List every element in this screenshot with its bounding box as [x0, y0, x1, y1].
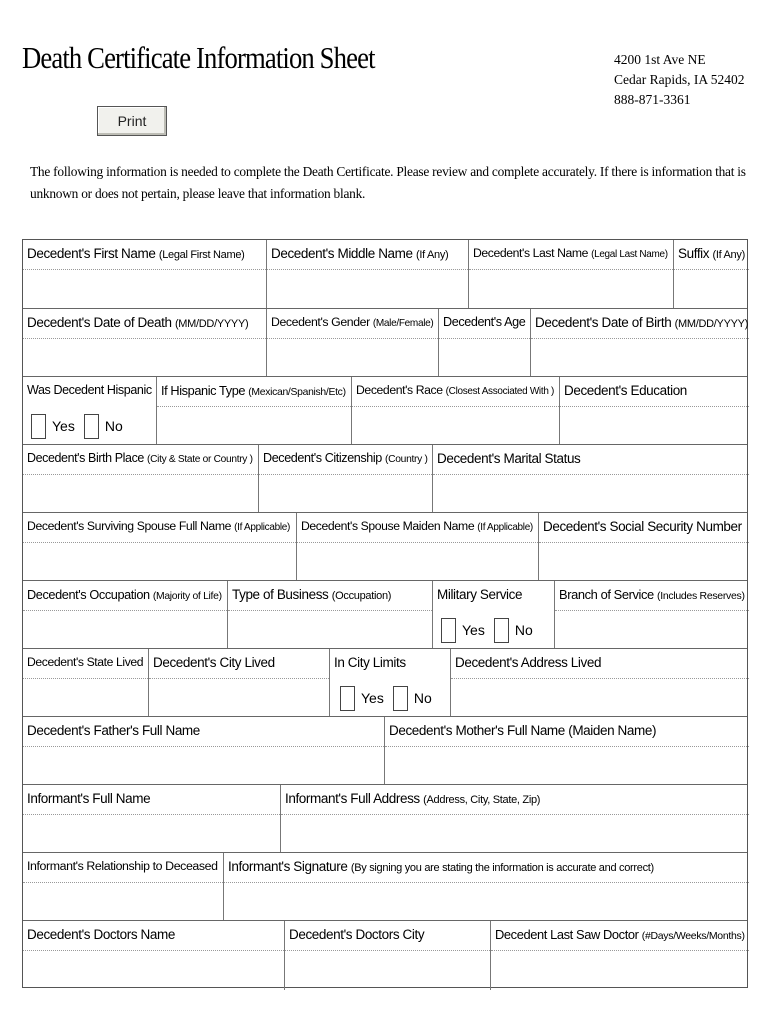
- marital-status-cell: [433, 445, 749, 513]
- informant-relationship-label: [23, 853, 223, 882]
- form-row: [23, 240, 747, 308]
- informant-full-address-label: [281, 785, 749, 814]
- last-saw-doctor-label: [491, 921, 749, 950]
- suffix-cell: [674, 240, 749, 308]
- first-name-label: [23, 240, 266, 269]
- informant-signature-cell: [224, 853, 749, 921]
- informant-full-name-input[interactable]: [23, 814, 280, 853]
- city-lived-label: [149, 649, 329, 678]
- hispanic-type-cell: [157, 377, 352, 445]
- mother-full-name-label-text: Decedent's Mother's Full Name (Maiden Name): [389, 723, 657, 738]
- first-name-label-text: Decedent's First Name: [27, 246, 156, 261]
- spouse-full-name-label: [23, 513, 296, 542]
- middle-name-input[interactable]: [267, 269, 468, 308]
- spouse-full-name-label-note: (If Applicable): [234, 522, 291, 533]
- type-of-business-cell: [228, 581, 433, 649]
- in-city-limits-no-label: No: [413, 690, 432, 706]
- birth-place-cell: [23, 445, 259, 513]
- mother-full-name-label: [385, 717, 749, 746]
- military-service-label: [433, 581, 554, 610]
- birth-place-label-note: (City & State or Country ): [147, 454, 253, 465]
- informant-full-name-cell: [23, 785, 281, 853]
- military-service-yes-no: [441, 617, 542, 643]
- state-lived-cell: [23, 649, 149, 717]
- hispanic-type-label-text: If Hispanic Type: [161, 383, 246, 398]
- citizenship-label-note: (Country ): [385, 454, 428, 465]
- date-of-death-cell: [23, 309, 267, 377]
- occupation-label-note: (Majority of Life): [152, 591, 222, 602]
- type-of-business-label-note: (Occupation): [331, 590, 392, 602]
- father-full-name-label: [23, 717, 384, 746]
- education-label: [560, 377, 749, 406]
- date-of-birth-input[interactable]: [531, 338, 749, 377]
- marital-status-label-text: Decedent's Marital Status: [437, 451, 581, 466]
- suffix-label-note: (If Any): [712, 249, 745, 261]
- hispanic-type-input[interactable]: [157, 406, 351, 445]
- hispanic-yes-checkbox[interactable]: [31, 414, 46, 439]
- gender-label: [267, 309, 438, 338]
- father-full-name-label-text: Decedent's Father's Full Name: [27, 723, 200, 738]
- spouse-full-name-cell: [23, 513, 297, 581]
- spouse-full-name-label-text: Decedent's Surviving Spouse Full Name: [27, 519, 232, 533]
- hispanic-yes-no: [31, 413, 132, 439]
- age-label-text: Decedent's Age: [443, 315, 526, 329]
- social-security-number-label-text: Decedent's Social Security Number: [543, 519, 742, 534]
- last-name-label-note: (Legal Last Name): [591, 249, 668, 260]
- military-service-yes-checkbox[interactable]: [441, 618, 456, 643]
- spouse-maiden-name-cell: [297, 513, 539, 581]
- type-of-business-input[interactable]: [228, 610, 432, 649]
- age-input[interactable]: [439, 338, 530, 377]
- gender-cell: [267, 309, 439, 377]
- informant-relationship-label-text: Informant's Relationship to Deceased: [27, 859, 218, 873]
- doctors-name-label: [23, 921, 284, 950]
- state-lived-input[interactable]: [23, 678, 148, 717]
- informant-signature-input[interactable]: [224, 882, 749, 921]
- branch-of-service-input[interactable]: [555, 610, 749, 649]
- form-row: [23, 920, 747, 989]
- date-of-death-label-text: Decedent's Date of Death: [27, 315, 172, 330]
- citizenship-label-text: Decedent's Citizenship: [263, 451, 382, 465]
- address-lived-label-text: Decedent's Address Lived: [455, 655, 602, 670]
- middle-name-label: [267, 240, 468, 269]
- race-label-note: (Closest Associated With ): [445, 386, 555, 397]
- race-label-text: Decedent's Race: [356, 383, 443, 397]
- form-row: [23, 444, 747, 512]
- citizenship-cell: [259, 445, 433, 513]
- informant-full-address-cell: [281, 785, 749, 853]
- military-service-label-text: Military Service: [437, 587, 523, 602]
- date-of-death-label-note: (MM/DD/YYYY): [174, 318, 249, 330]
- informant-signature-label-note: (By signing you are stating the information is accurate and correct): [350, 862, 654, 874]
- suffix-label-text: Suffix: [678, 246, 710, 261]
- hispanic-yes-label: Yes: [52, 418, 75, 434]
- in-city-limits-cell: [330, 649, 451, 717]
- race-label: [352, 377, 559, 406]
- date-of-birth-cell: [531, 309, 749, 377]
- date-of-death-input[interactable]: [23, 338, 266, 377]
- branch-of-service-label-text: Branch of Service: [559, 587, 654, 602]
- last-name-label-text: Decedent's Last Name: [473, 246, 589, 260]
- address-lived-input[interactable]: [451, 678, 749, 717]
- race-input[interactable]: [352, 406, 559, 445]
- form-row: [23, 580, 747, 648]
- age-cell: [439, 309, 531, 377]
- citizenship-input[interactable]: [259, 474, 432, 513]
- mother-full-name-input[interactable]: [385, 746, 749, 785]
- birth-place-label: [23, 445, 258, 474]
- first-name-cell: [23, 240, 267, 308]
- spouse-maiden-name-label-note: (If Applicable): [477, 522, 533, 533]
- last-saw-doctor-input[interactable]: [491, 950, 749, 990]
- birth-place-input[interactable]: [23, 474, 258, 513]
- doctors-name-input[interactable]: [23, 950, 284, 990]
- city-lived-cell: [149, 649, 330, 717]
- middle-name-label-text: Decedent's Middle Name: [271, 246, 413, 261]
- address-line-phone: 888-871-3361: [614, 92, 691, 107]
- father-full-name-input[interactable]: [23, 746, 384, 785]
- form-row: [23, 308, 747, 376]
- form-row: [23, 716, 747, 784]
- doctors-city-cell: [285, 921, 491, 990]
- last-saw-doctor-label-note: (#Days/Weeks/Months): [641, 930, 745, 942]
- hispanic-type-label-note: (Mexican/Spanish/Etc): [248, 387, 346, 398]
- social-security-number-cell: [539, 513, 749, 581]
- informant-full-address-label-text: Informant's Full Address: [285, 791, 420, 806]
- information-form: [22, 239, 748, 988]
- informant-full-address-input[interactable]: [281, 814, 749, 853]
- military-service-cell: [433, 581, 555, 649]
- gender-label-text: Decedent's Gender: [271, 315, 370, 329]
- city-lived-input[interactable]: [149, 678, 329, 717]
- page-title: Death Certificate Information Sheet: [22, 40, 375, 75]
- date-of-birth-label-text: Decedent's Date of Birth: [535, 315, 672, 330]
- birth-place-label-text: Decedent's Birth Place: [27, 451, 144, 465]
- funeral-home-address: [614, 50, 745, 110]
- social-security-number-input[interactable]: [539, 542, 749, 581]
- occupation-cell: [23, 581, 228, 649]
- hispanic-cell: [23, 377, 157, 445]
- informant-relationship-input[interactable]: [23, 882, 223, 921]
- date-of-birth-label-note: (MM/DD/YYYY): [674, 318, 749, 330]
- spouse-maiden-name-input[interactable]: [297, 542, 538, 581]
- education-label-text: Decedent's Education: [564, 383, 687, 398]
- address-lived-cell: [451, 649, 749, 717]
- form-row: [23, 648, 747, 716]
- first-name-input[interactable]: [23, 269, 266, 308]
- spouse-maiden-name-label-text: Decedent's Spouse Maiden Name: [301, 519, 475, 533]
- type-of-business-label: [228, 581, 432, 610]
- spouse-full-name-input[interactable]: [23, 542, 296, 581]
- last-name-cell: [469, 240, 674, 308]
- age-label: [439, 309, 530, 338]
- mother-full-name-cell: [385, 717, 749, 785]
- last-saw-doctor-cell: [491, 921, 749, 990]
- informant-full-name-label-text: Informant's Full Name: [27, 791, 151, 806]
- informant-relationship-cell: [23, 853, 224, 921]
- doctors-name-label-text: Decedent's Doctors Name: [27, 927, 175, 942]
- address-lived-label: [451, 649, 749, 678]
- state-lived-label-text: Decedent's State Lived: [27, 655, 144, 669]
- form-row: [23, 852, 747, 920]
- form-row: [23, 512, 747, 580]
- in-city-limits-no-checkbox[interactable]: [393, 686, 408, 711]
- doctors-city-input[interactable]: [285, 950, 490, 990]
- occupation-label-text: Decedent's Occupation: [27, 587, 150, 602]
- last-name-label: [469, 240, 673, 269]
- middle-name-label-note: (If Any): [415, 249, 449, 261]
- hispanic-type-label: [157, 377, 351, 406]
- occupation-label: [23, 581, 227, 610]
- in-city-limits-yes-no: [340, 685, 441, 711]
- suffix-label: [674, 240, 749, 269]
- branch-of-service-label: [555, 581, 749, 610]
- doctors-name-cell: [23, 921, 285, 990]
- form-row: [23, 784, 747, 852]
- education-cell: [560, 377, 749, 445]
- military-service-no-checkbox[interactable]: [494, 618, 509, 643]
- citizenship-label: [259, 445, 432, 474]
- spouse-maiden-name-label: [297, 513, 538, 542]
- hispanic-no-checkbox[interactable]: [84, 414, 99, 439]
- education-input[interactable]: [560, 406, 749, 445]
- middle-name-cell: [267, 240, 469, 308]
- doctors-city-label: [285, 921, 490, 950]
- informant-full-address-label-note: (Address, City, State, Zip): [423, 794, 541, 806]
- in-city-limits-yes-checkbox[interactable]: [340, 686, 355, 711]
- instructions-text: The following information is needed to complete the Death Certificate. Please review and complete accurately. If there is information that is unknown or does not pertain, please leave that information blank.: [30, 164, 746, 201]
- gender-input[interactable]: [267, 338, 438, 377]
- social-security-number-label: [539, 513, 749, 542]
- gender-label-note: (Male/Female): [372, 318, 434, 329]
- in-city-limits-label-text: In City Limits: [334, 655, 406, 670]
- informant-full-name-label: [23, 785, 280, 814]
- doctors-city-label-text: Decedent's Doctors City: [289, 927, 425, 942]
- hispanic-label: [23, 377, 156, 406]
- marital-status-input[interactable]: [433, 474, 749, 513]
- address-line-city: Cedar Rapids, IA 52402: [614, 72, 745, 87]
- print-button[interactable]: Print: [97, 106, 167, 136]
- type-of-business-label-text: Type of Business: [232, 587, 329, 602]
- military-service-yes-label: Yes: [462, 622, 485, 638]
- last-name-input[interactable]: [469, 269, 673, 308]
- race-cell: [352, 377, 560, 445]
- city-lived-label-text: Decedent's City Lived: [153, 655, 275, 670]
- state-lived-label: [23, 649, 148, 678]
- form-row: [23, 376, 747, 444]
- informant-signature-label: [224, 853, 749, 882]
- in-city-limits-label: [330, 649, 450, 678]
- occupation-input[interactable]: [23, 610, 227, 649]
- branch-of-service-label-note: (Includes Reserves): [657, 590, 745, 602]
- date-of-death-label: [23, 309, 266, 338]
- first-name-label-note: (Legal First Name): [158, 249, 245, 261]
- branch-of-service-cell: [555, 581, 749, 649]
- address-line-street: 4200 1st Ave NE: [614, 52, 706, 67]
- suffix-input[interactable]: [674, 269, 749, 308]
- military-service-no-label: No: [514, 622, 533, 638]
- hispanic-no-label: No: [104, 418, 123, 434]
- date-of-birth-label: [531, 309, 749, 338]
- father-full-name-cell: [23, 717, 385, 785]
- in-city-limits-yes-label: Yes: [361, 690, 384, 706]
- marital-status-label: [433, 445, 749, 474]
- informant-signature-label-text: Informant's Signature: [228, 859, 348, 874]
- last-saw-doctor-label-text: Decedent Last Saw Doctor: [495, 927, 639, 942]
- hispanic-label-text: Was Decedent Hispanic: [27, 383, 152, 397]
